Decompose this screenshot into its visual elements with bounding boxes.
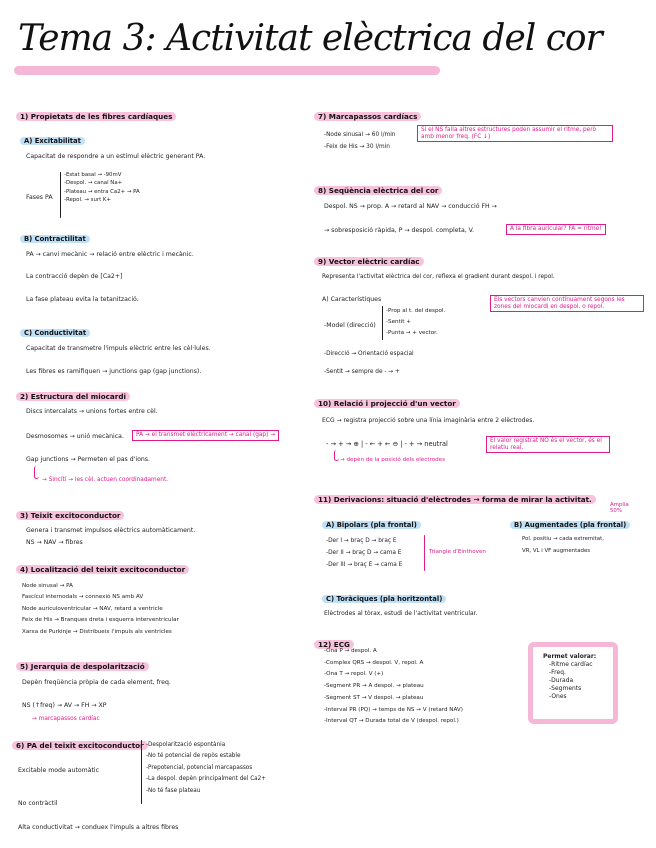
subsection-heading: B) Contractilitat <box>20 235 90 243</box>
conductivitat-text-2: Les fibres es ramifiquen → junctions gap (gap junctions). <box>26 368 202 375</box>
ecg-item: -Ona P → despol. A <box>324 648 377 654</box>
fibra-note-box: A la fibra auricular? FA = ritme! <box>506 224 606 235</box>
section-heading: 8) Seqüència elèctrica del cor <box>314 186 442 195</box>
localitzacio-item: Feix de His → Branques dreta i esquerra interventricular <box>22 617 179 624</box>
section-9 <box>314 249 424 268</box>
marcapassos-list <box>324 129 395 153</box>
alta-conductivitat-text: Alta conductivitat → conduex l'impuls a altres fibres <box>18 824 179 831</box>
page-title: Tema 3: Activitat elèctrica del cor <box>18 18 602 59</box>
pa-item: -Prepotencial, potencial marcapassos <box>146 764 253 771</box>
notebox-item: -Ones <box>549 693 567 701</box>
teixit-text-2: NS → NAV → fibres <box>26 539 83 546</box>
subsection-heading: A) Bipolars (pla frontal) <box>322 521 421 529</box>
ecg-item: -Interval QT → Durada total de V (despol. repol.) <box>324 718 459 725</box>
posicio-note: → depèn de la posició dels elèctrodes <box>340 457 446 463</box>
fases-list <box>64 171 140 205</box>
section-heading: 4) Localització del teixit excitoconductor <box>16 565 189 574</box>
section-5 <box>16 654 149 673</box>
localitzacio-item: Fascícul internodals → connexió NS amb AV <box>22 594 144 601</box>
section-heading: 12) ECG <box>314 640 354 649</box>
section-3 <box>16 503 124 522</box>
section-heading: 9) Vector elèctric cardíac <box>314 257 424 266</box>
section-8 <box>314 178 442 197</box>
toraciques-head <box>322 586 446 605</box>
brace <box>60 172 61 218</box>
brace <box>141 740 142 804</box>
contractilitat-text-1: PA → canvi mecànic → relació entre elèctric i mecànic. <box>26 251 194 258</box>
section-heading: 2) Estructura del miocardi <box>16 392 130 401</box>
model-item: -Sentit + <box>386 319 411 326</box>
augmentades-text-1: Pol. positiu → cada extremitat, <box>522 536 604 542</box>
direccio-text: -Direcció → Orientació espacial <box>324 351 414 357</box>
marcapassos-item: -Node sinusal → 60 l/min <box>324 132 396 138</box>
section-heading: 3) Teixit excitoconductor <box>16 511 124 520</box>
einthoven-note: Triangle d'Einthoven <box>429 549 486 555</box>
ecg-item: -Segment ST → V despol. → plateau <box>324 694 424 701</box>
ecg-list <box>324 646 463 728</box>
pa-item: -Despolarització espontània <box>146 742 226 748</box>
subsection-contractilitat <box>20 226 90 245</box>
fase-item: -Despol. → canal Na+ <box>64 180 123 187</box>
vector-text: Representa l'activitat elèctrica del cor, reflexa el gradient durant despol. i repol. <box>322 274 555 280</box>
brace <box>382 306 383 340</box>
ecg-item: -Complex QRS → despol. V, repol. A <box>324 659 424 666</box>
bipolars-list <box>326 535 402 572</box>
section-6 <box>12 733 148 752</box>
augmentades-head <box>510 512 630 531</box>
gap-note-box: PA → el transmet elèctricament → canal (gap) → <box>132 430 279 441</box>
localitzacio-item: Node sinusal → PA <box>22 583 73 589</box>
marcapassos-note: → marcapassos cardíac <box>32 716 100 722</box>
subsection-heading: C) Toràciques (pla horitzontal) <box>322 595 446 603</box>
contractilitat-text-3: La fase plateau evita la tetanització. <box>26 296 139 303</box>
jerarquia-text-2: NS (↑freq) → AV → FH → XP <box>22 702 107 709</box>
excitable-label: Excitable mode automàtic <box>18 767 100 774</box>
section-4 <box>16 557 189 576</box>
fases-label: Fases PA <box>26 194 53 201</box>
ecg-item: -Ona T → repol. V (+) <box>324 671 384 678</box>
no-contractil-text: No contràctil <box>18 800 58 807</box>
ecg-projeccio-text: ECG → registra projecció sobre una línia imaginària entre 2 elèctrodes. <box>322 417 535 424</box>
model-item: -Prop al t. del despol. <box>386 308 446 314</box>
caracteristiques-head <box>322 296 381 303</box>
sentit-text: -Sentit → sempre de - → + <box>324 369 400 375</box>
pa-item: -No té potencial de repòs estable <box>146 753 241 760</box>
bipolars-head <box>322 512 421 531</box>
notebox-item: -Durada <box>549 677 574 685</box>
subsection-conductivitat <box>20 320 90 339</box>
section-11 <box>314 487 596 506</box>
localitzacio-item: Xarxa de Purkinje → Distribueix l'impuls als ventricles <box>22 628 172 635</box>
miocardi-text-3: Gap junctions → Permeten el pas d'ions. <box>26 456 150 463</box>
note-arrow <box>334 450 339 461</box>
bipolar-item: -Der III → braç E → cama E <box>326 562 403 569</box>
section-2 <box>16 384 130 403</box>
section-heading: 11) Derivacions: situació d'elèctrodes → forma de mirar la activitat. <box>314 495 596 504</box>
fase-item: -Plateau → entra Ca2+ → PA <box>64 188 140 195</box>
subsection-excitabilitat <box>20 128 85 147</box>
brace <box>424 535 425 571</box>
marcapassos-note-box: Si el NS falla altres estructures poden assumir el ritme, però amb menor freq. (FC ↓) <box>417 125 613 142</box>
marcapassos-item: -Feix de His → 30 l/min <box>324 144 390 151</box>
miocardi-text-1: Discs intercalats → unions fortes entre cèl. <box>26 408 158 415</box>
bipolar-item: -Der I → braç D → braç E <box>326 538 397 544</box>
valor-note-box: El valor registrat NO és el vector, és el relatiu real. <box>486 436 610 453</box>
notebox-item: -Segments <box>549 685 582 693</box>
jerarquia-text-1: Depèn freqüència pròpia de cada element, freq. <box>22 679 171 686</box>
miocardi-text-2: Desmosomes → unió mecànica. <box>26 433 124 440</box>
model-list <box>386 306 445 340</box>
contractilitat-text-2: La contracció depèn de [Ca2+] <box>26 273 123 280</box>
title-underline <box>14 66 440 75</box>
sequencia-text-2: → sobresposició ràpida, P → despol. completa, V. <box>324 227 475 234</box>
pa-item: -La despol. depèn principalment del Ca2+ <box>146 776 267 783</box>
section-heading: 5) Jerarquia de despolarització <box>16 662 149 671</box>
notebox-item: -Freq. <box>549 669 566 677</box>
sincitio-note: → Sincítí → les cèl. actuen coordinadament. <box>42 477 169 483</box>
amplia-note: Amplia 50% <box>610 502 629 514</box>
section-1 <box>16 104 176 123</box>
subsection-heading: C) Conductivitat <box>20 329 90 337</box>
bipolar-item: -Der II → braç D → cama E <box>326 550 402 557</box>
pa-item: -No té fase plateau <box>146 787 201 794</box>
sequencia-text-1: Despol. NS → prop. A → retard al NAV → conducció FH → <box>324 203 497 210</box>
subsection-heading: B) Augmentades (pla frontal) <box>510 521 630 529</box>
permet-valorar-box <box>528 642 618 724</box>
pa-list <box>146 740 266 797</box>
teixit-text-1: Genera i transmet impulsos elèctrics automàticament. <box>26 527 196 534</box>
conductivitat-text-1: Capacitat de transmetre l'impuls elèctric entre les cèl·lules. <box>26 345 211 352</box>
fase-item: -Estat basal → -90mV <box>64 172 122 178</box>
model-label: -Model (direcció) <box>324 322 376 329</box>
localitzacio-item: Node auriculoventricular → NAV, retard a ventricle <box>22 605 163 612</box>
augmentades-text-2: VR, VL i VF augmentades <box>522 548 591 554</box>
note-arrow <box>34 466 39 479</box>
polaritat-text: - → + → ⊕ | - ← + ← ⊖ | - + → neutral <box>326 440 448 448</box>
excitabilitat-text: Capacitat de respondre a un estímul elèctric generant PA. <box>26 153 206 160</box>
vector-note-box: Els vectors canvien contínuament segons les zones del miocardi en despol. o repol. <box>490 295 644 312</box>
section-heading: 7) Marcapassos cardíacs <box>314 112 421 121</box>
section-heading: 10) Relació i projecció d'un vector <box>314 399 460 408</box>
notebox-title: Permet valorar: <box>543 653 597 660</box>
ecg-item: -Segment PR → A despol. → plateau <box>324 683 424 690</box>
fase-item: -Repol. → surt K+ <box>64 197 111 204</box>
ecg-item: -Interval PR (PQ) → temps de NS → V (retard NAV) <box>324 706 463 713</box>
section-10 <box>314 391 460 410</box>
localitzacio-list <box>22 581 179 638</box>
subsection-heading: A) Excitabilitat <box>20 137 85 145</box>
model-item: -Punta → + vector. <box>386 330 438 337</box>
notebox-item: -Ritme cardíac <box>549 661 593 669</box>
subsection-heading: A) Característiques <box>322 296 382 303</box>
section-7 <box>314 104 421 123</box>
section-heading: 6) PA del teixit excitoconductor <box>12 741 148 750</box>
toraciques-text: Elèctrodes al tòrax, estudi de l'activitat ventricular. <box>324 610 478 617</box>
section-heading: 1) Propietats de les fibres cardíaques <box>16 112 176 121</box>
